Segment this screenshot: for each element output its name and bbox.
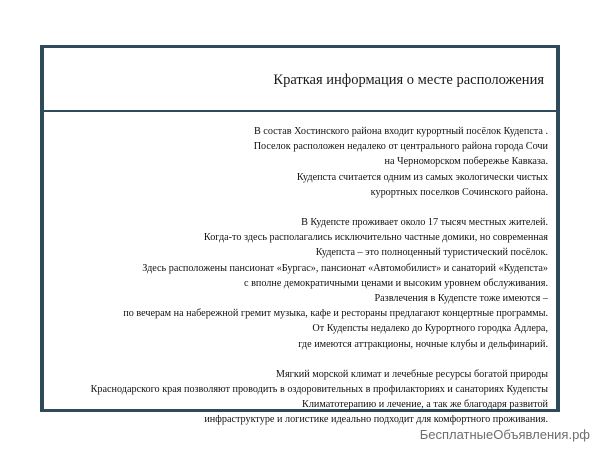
paragraph-infrastructure [44,215,548,352]
text-line: курортных поселков Сочинского района. [370,186,548,198]
card-body [44,124,548,428]
text-line: с вполне демократичными ценами и высоким уровнем обслуживания. [244,277,548,289]
text-line: Поселок расположен недалеко от центрального района города Сочи [253,141,548,153]
text-line: Здесь расположены пансионат «Бургас», пансионат «Автомобилист» и санаторий «Кудепста» [142,262,548,274]
text-line: От Кудепсты недалеко до Курортного городка Адлера, [312,323,548,335]
text-line: Кудепста считается одним из самых экологически чистых [296,171,548,183]
paragraph-location [44,124,548,200]
text-line: Развлечения в Кудепсте тоже имеются – [374,293,548,305]
card-title: Краткая информация о месте расположения [273,72,544,88]
text-line: Климатотерапию и лечение, а так же благодаря развитой [302,399,548,411]
text-line: где имеются аттракционы, ночные клубы и дельфинарий. [298,338,548,350]
text-line: Когда-то здесь располагались исключительно частные домики, но современная [203,232,548,244]
text-line: Краснодарского края позволяют проводить в оздоровительных в профилакториях и санаториях Кудепсты [90,384,548,396]
info-card [40,45,560,426]
site-watermark: БесплатныеОбъявления.рф [419,427,590,442]
text-line: Кудепста – это полноценный туристический посёлок. [315,247,548,259]
text-line: Мягкий морской климат и лечебные ресурсы богатой природы [275,368,548,380]
paragraph-climate [44,367,548,428]
text-line: В Кудепсте проживает около 17 тысяч местных жителей. [301,217,548,229]
card-header [44,48,556,112]
text-line: на Черноморском побережье Кавказа. [384,156,548,168]
text-line: по вечерам на набережной гремит музыка, кафе и рестораны предлагают концертные программы. [123,308,548,320]
text-line: инфраструктуре и логистике идеально подходит для комфортного проживания. [204,414,548,426]
text-line: В состав Хостинского района входит курортный посёлок Кудепста . [253,126,548,137]
